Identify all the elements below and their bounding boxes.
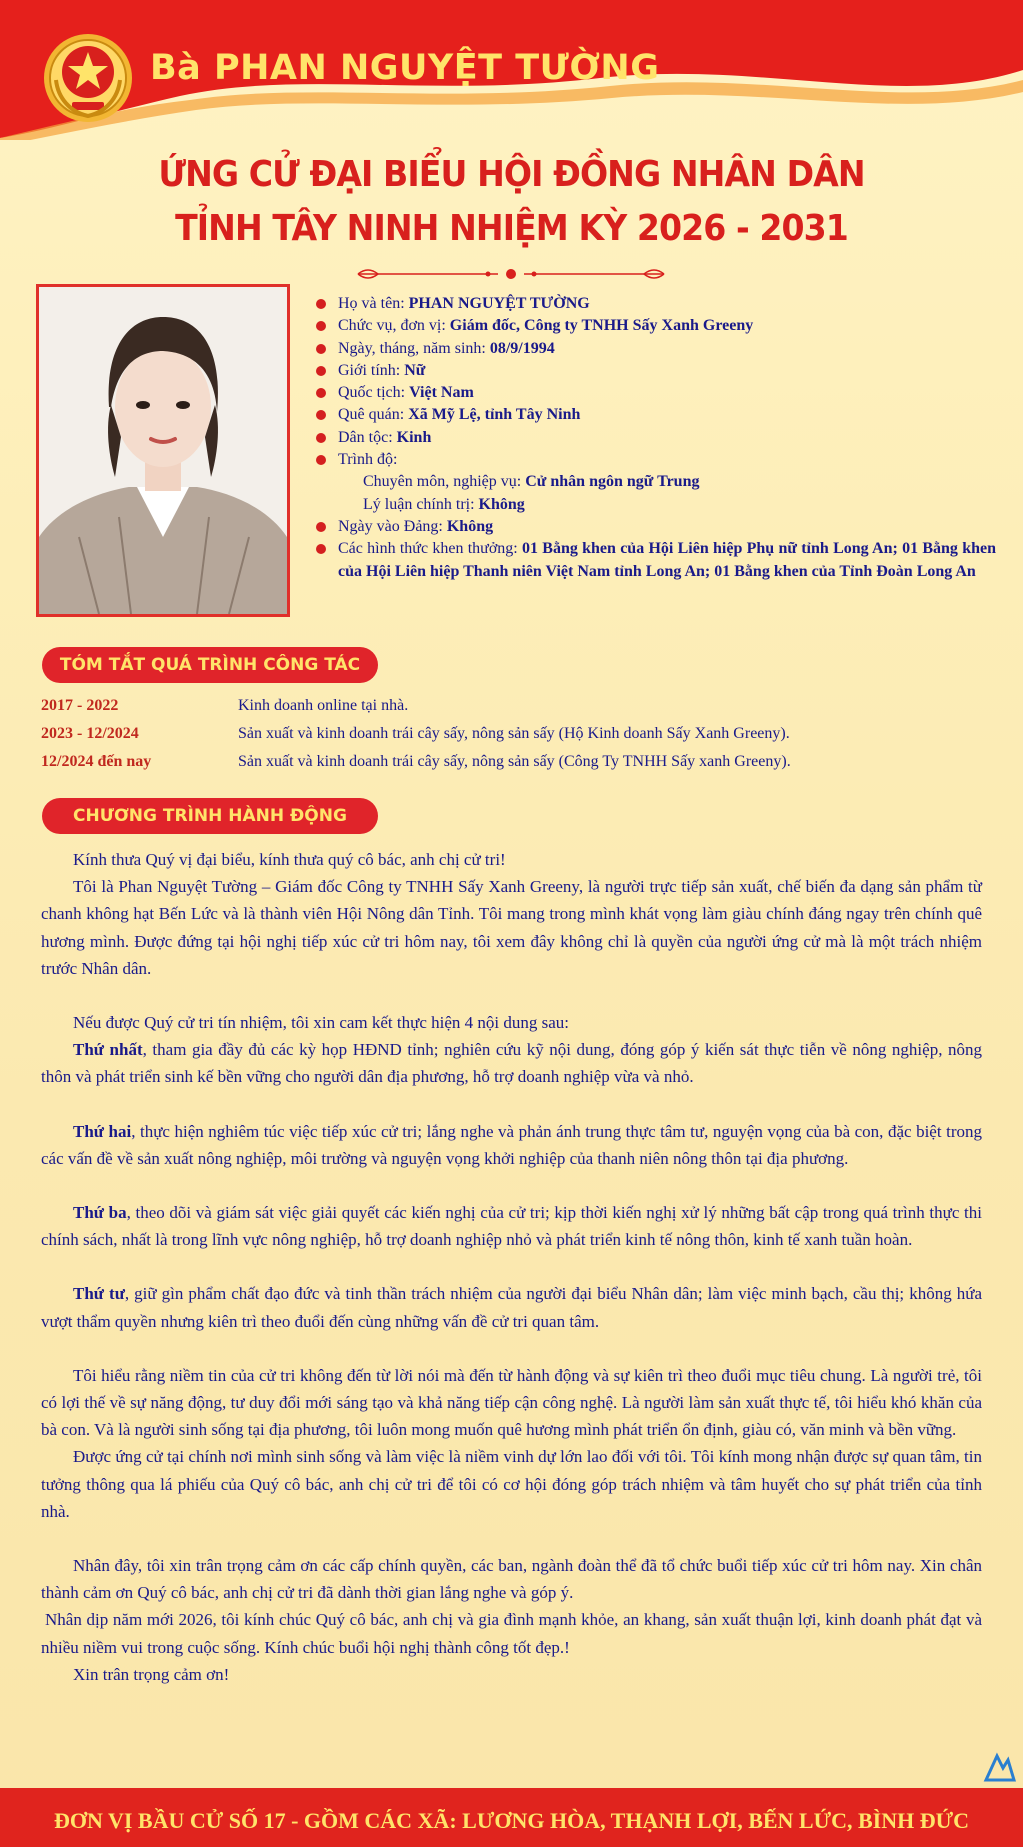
bullet-icon (316, 544, 326, 554)
state-emblem-icon (42, 32, 134, 124)
letter-commitment-intro: Nếu được Quý cử tri tín nhiệm, tôi xin cam kết thực hiện 4 nội dung sau: (73, 1013, 570, 1033)
letter-thanks: Nhân đây, tôi xin trân trọng cảm ơn các cấp chính quyền, các ban, ngành đoàn thể đã tổ chức buổi tiếp xúc cử tri hôm nay. Xin chân thành cảm ơn Quý cô bác, anh chị cử tri đã dành thời gian lắng nghe và góp ý. (41, 1556, 982, 1603)
bullet-icon (316, 344, 326, 354)
letter-greeting: Kính thưa Quý vị đại biểu, kính thưa quý cô bác, anh chị cử tri! (73, 850, 506, 869)
work-description: Sản xuất và kinh doanh trái cây sấy, nông sản sấy (Công Ty TNHH Sấy xanh Greeny). (238, 753, 791, 770)
work-period: 2023 - 12/2024 (41, 725, 139, 742)
page-title-line-2: TỈNH TÂY NINH NHIỆM KỲ 2026 - 2031 (175, 208, 848, 249)
commitment-2: Thứ hai, thực hiện nghiêm túc việc tiếp xúc cử tri; lắng nghe và phản ánh trung thực tâm tư, nguyện vọng của bà con, đặc biệt trong các vấn đề về sản xuất nông nghiệp, môi trường và nguyện vọng khởi nghiệp của thanh niên nông thôn tại địa phương. (41, 1121, 982, 1168)
candidate-portrait-icon (39, 287, 287, 614)
commitment-3: Thứ ba, theo dõi và giám sát việc giải quyết các kiến nghị của cử tri; kịp thời kiến nghị xử lý những bất cập trong quá trình thực thi chính sách, nhất là trong lĩnh vực nông nghiệp, hỗ trợ doanh nghiệp nhỏ và phát triển kinh tế nông thôn, kinh tế xanh tuần hoàn. (41, 1203, 982, 1250)
action-program-heading: CHƯƠNG TRÌNH HÀNH ĐỘNG (42, 798, 378, 834)
bullet-icon (316, 410, 326, 420)
work-period: 12/2024 đến nay (41, 753, 152, 770)
work-history-row (41, 697, 1001, 725)
work-description: Kinh doanh online tại nhà. (238, 697, 409, 714)
work-description: Sản xuất và kinh doanh trái cây sấy, nông sản sấy (Hộ Kinh doanh Sấy Xanh Greeny). (238, 725, 790, 742)
profile-field-name: Họ và tên: PHAN NGUYỆT TƯỜNG (316, 293, 996, 315)
profile-field-gender: Giới tính: Nữ (316, 360, 996, 382)
electoral-unit-text: ĐƠN VỊ BẦU CỬ SỐ 17 - GỒM CÁC XÃ: LƯƠNG HÒA, THẠNH LỢI, BẾN LỨC, BÌNH ĐỨC (53, 1808, 970, 1833)
letter-trust: Tôi hiểu rằng niềm tin của cử tri không đến từ lời nói mà đến từ hành động và sự kiên trì theo đuổi mục tiêu chung. Là người trẻ, tôi có lợi thế về sự năng động, tư duy đổi mới sáng tạo và khả năng tiếp cận công nghệ. Là người làm sản xuất thực tế, tôi hiểu khó khăn của bà con. Và là người sinh sống tại địa phương, tôi luôn mong muốn quê hương mình phát triển ổn định, giàu có, văn minh và bền vững. (41, 1365, 982, 1440)
profile-field-education: Trình độ: (316, 449, 996, 471)
bullet-icon (316, 388, 326, 398)
letter-closing: Xin trân trọng cảm ơn! (73, 1664, 230, 1684)
work-history-heading: TÓM TẮT QUÁ TRÌNH CÔNG TÁC (42, 647, 378, 683)
letter-intro: Tôi là Phan Nguyệt Tường – Giám đốc Công ty TNHH Sấy Xanh Greeny, là người trực tiếp sản xuất, chế biến đa dạng sản phẩm từ chanh không hạt Bến Lức và là thành viên Hội Nông dân Tỉnh. Tôi mang trong mình khát vọng làm giàu chính đáng ngay trên chính quê hương mình. Được đứng tại hội nghị tiếp xúc cử tri hôm nay, tôi xem đây không chỉ là quyền của người ứng cử mà là một trách nhiệm trước Nhân dân. (41, 877, 982, 978)
profile-field-specialty: Chuyên môn, nghiệp vụ: Cử nhân ngôn ngữ Trung (363, 473, 700, 491)
profile-field-political-theory: Lý luận chính trị: Không (363, 495, 525, 513)
profile-field-position: Chức vụ, đơn vị: Giám đốc, Công ty TNHH Sấy Xanh Greeny (316, 315, 996, 337)
bullet-icon (316, 433, 326, 443)
ornament-divider (348, 264, 674, 284)
profile-field-nationality: Quốc tịch: Việt Nam (316, 382, 996, 404)
profile-field-party-date: Ngày vào Đảng: Không (316, 516, 996, 538)
profile-field-hometown: Quê quán: Xã Mỹ Lệ, tỉnh Tây Ninh (316, 404, 996, 426)
publisher-logo-icon (983, 1750, 1017, 1784)
bullet-icon (316, 299, 326, 309)
bullet-icon (316, 366, 326, 376)
bullet-icon (316, 522, 326, 532)
work-history-row (41, 725, 1001, 753)
profile-field-birthdate: Ngày, tháng, năm sinh: 08/9/1994 (316, 338, 996, 360)
page-title-line-1: ỨNG CỬ ĐẠI BIỂU HỘI ĐỒNG NHÂN DÂN (158, 154, 865, 195)
work-history-row (41, 753, 1001, 781)
work-period: 2017 - 2022 (41, 697, 119, 714)
letter-wishes: Nhân dịp năm mới 2026, tôi kính chúc Quý cô bác, anh chị và gia đình mạnh khỏe, an khang, sản xuất thuận lợi, kinh doanh phát đạt và nhiều niềm vui trong cuộc sống. Kính chúc buổi hội nghị thành công tốt đẹp.! (41, 1610, 982, 1657)
profile-field-awards: Các hình thức khen thưởng: 01 Bằng khen của Hội Liên hiệp Phụ nữ tỉnh Long An; 01 Bằng khen của Hội Liên hiệp Thanh niên Việt Nam tỉnh Long An; 01 Bằng khen của Tỉnh Đoàn Long An (316, 538, 996, 583)
profile-info (316, 293, 996, 583)
bullet-icon (316, 455, 326, 465)
candidate-photo (36, 284, 290, 617)
commitment-1: Thứ nhất, tham gia đầy đủ các kỳ họp HĐND tỉnh; nghiên cứu kỹ nội dung, đóng góp ý kiến sát thực tiễn về nông nghiệp, nông thôn và phát triển sinh kế bền vững cho người dân địa phương, hỗ trợ doanh nghiệp vừa và nhỏ. (41, 1040, 982, 1087)
candidate-name-header: Bà PHAN NGUYỆT TƯỜNG (150, 48, 660, 88)
letter-honor: Được ứng cử tại chính nơi mình sinh sống và làm việc là niềm vinh dự lớn lao đối với tôi. Tôi kính mong nhận được sự quan tâm, tin tưởng thông qua lá phiếu của Quý cô bác, anh chị cử tri để tôi có cơ hội đóng góp trách nhiệm và tâm huyết cho sự phát triển của tỉnh nhà. (41, 1447, 982, 1521)
work-history-list (41, 697, 1001, 781)
profile-field-ethnicity: Dân tộc: Kinh (316, 427, 996, 449)
commitment-4: Thứ tư, giữ gìn phẩm chất đạo đức và tinh thần trách nhiệm của người đại biểu Nhân dân; làm việc minh bạch, cầu thị; không hứa vượt thẩm quyền nhưng kiên trì theo đuổi đến cùng những vấn đề cử tri quan tâm. (41, 1284, 982, 1331)
bullet-icon (316, 321, 326, 331)
action-program-letter (41, 846, 982, 1688)
